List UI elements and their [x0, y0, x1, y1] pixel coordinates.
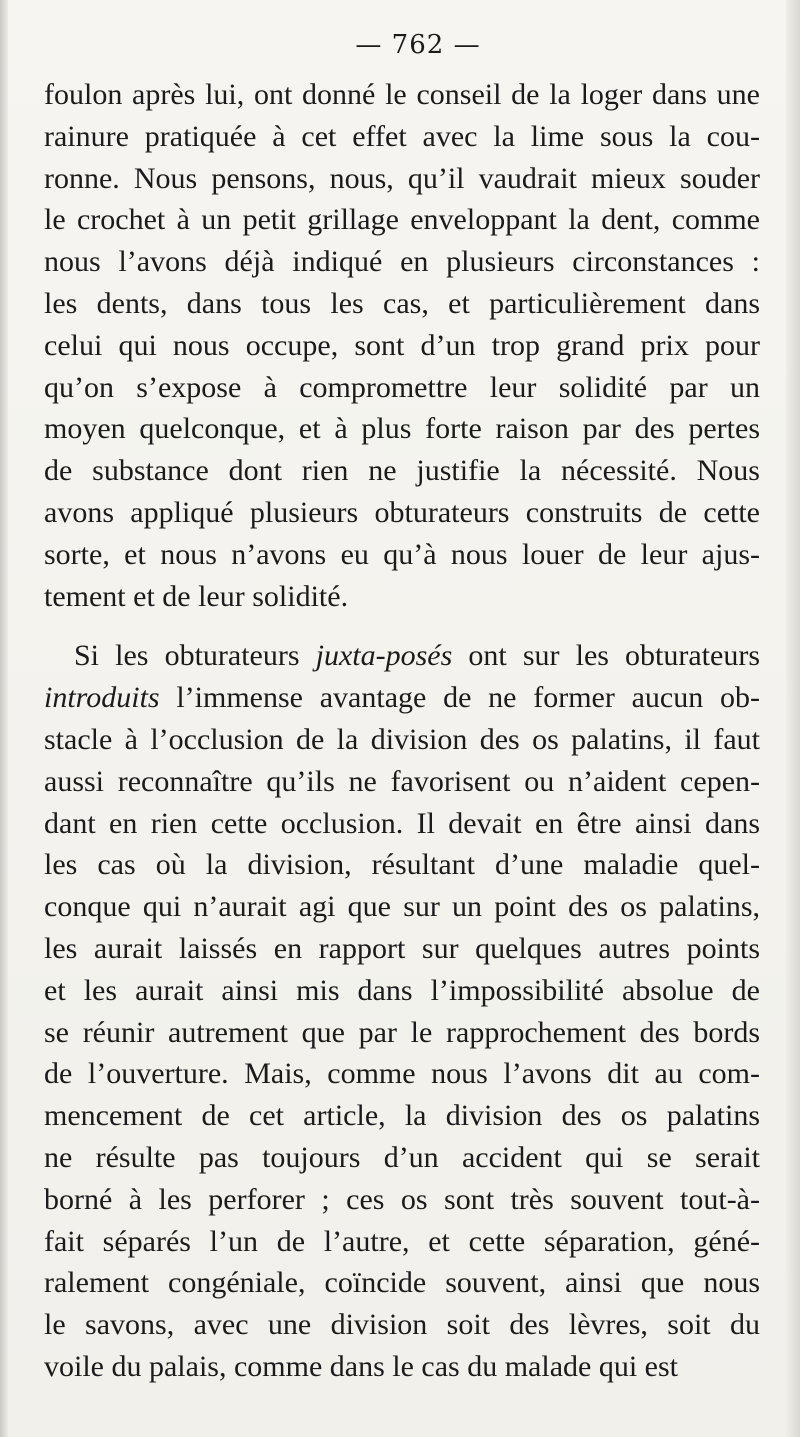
text-segment: de substance dont rien ne justifie la nécessité. Nous	[44, 454, 760, 488]
text-segment: ont sur les obturateurs	[452, 639, 760, 673]
text-line	[44, 1346, 760, 1388]
text-line	[44, 1304, 760, 1346]
page-left-edge	[0, 0, 8, 1437]
text-segment: avons appliqué plusieurs obturateurs construits de cette	[44, 495, 760, 529]
text-segment: nous l’avons déjà indiqué en plusieurs circonstances :	[44, 245, 760, 279]
text-line	[44, 844, 760, 886]
text-line	[44, 803, 760, 845]
text-line	[44, 1137, 760, 1179]
text-line	[44, 719, 760, 761]
page-number: — 762 —	[355, 30, 481, 60]
text-segment: voile du palais, comme dans le cas du malade qui est	[44, 1349, 678, 1383]
italic-term: juxta-posés	[315, 639, 453, 673]
text-segment: rainure pratiquée à cet effet avec la lime sous la cou-	[44, 119, 760, 153]
text-line	[44, 970, 760, 1012]
text-segment: stacle à l’occlusion de la division des os palatins, il faut	[44, 722, 760, 756]
text-segment: de l’ouverture. Mais, comme nous l’avons dit au com-	[44, 1057, 760, 1091]
text-segment: les cas où la division, résultant d’une maladie quel-	[44, 848, 760, 882]
text-line	[44, 1179, 760, 1221]
text-line	[44, 1221, 760, 1263]
text-segment: ronne. Nous pensons, nous, qu’il vaudrait mieux souder	[44, 161, 760, 195]
text-line	[44, 761, 760, 803]
text-segment: mencement de cet article, la division des os palatins	[44, 1099, 760, 1133]
text-segment: les aurait laissés en rapport sur quelques autres points	[44, 931, 760, 965]
text-line	[44, 534, 760, 576]
text-segment: moyen quelconque, et à plus forte raison par des pertes	[44, 412, 760, 446]
paragraph	[44, 635, 760, 1387]
text-line	[44, 199, 760, 241]
text-segment: fait séparés l’un de l’autre, et cette séparation, géné-	[44, 1224, 760, 1258]
text-segment: ralement congéniale, coïncide souvent, ainsi que nous	[44, 1266, 760, 1300]
text-line	[44, 1095, 760, 1137]
text-segment: qu’on s’expose à compromettre leur solidité par un	[44, 370, 760, 404]
text-segment: borné à les perforer ; ces os sont très souvent tout-à-	[44, 1182, 760, 1216]
text-segment: et les aurait ainsi mis dans l’impossibilité absolue de	[44, 973, 760, 1007]
text-segment: conque qui n’aurait agi que sur un point des os palatins,	[44, 890, 760, 924]
text-line	[44, 408, 760, 450]
text-line	[44, 450, 760, 492]
text-line	[44, 74, 760, 116]
text-segment: tement et de leur solidité.	[44, 579, 349, 613]
text-segment: celui qui nous occupe, sont d’un trop grand prix pour	[44, 328, 760, 362]
text-line	[44, 492, 760, 534]
text-line	[44, 116, 760, 158]
text-line	[44, 241, 760, 283]
text-line	[44, 677, 760, 719]
text-segment: le savons, avec une division soit des lèvres, soit du	[44, 1308, 760, 1342]
body-text	[44, 74, 760, 1388]
text-segment: l’immense avantage de ne former aucun ob-	[159, 681, 760, 715]
text-segment: dant en rien cette occlusion. Il devait en être ainsi dans	[44, 806, 760, 840]
text-segment: se réunir autrement que par le rapprochement des bords	[44, 1015, 760, 1049]
text-line	[44, 928, 760, 970]
text-line	[44, 158, 760, 200]
text-line	[44, 1262, 760, 1304]
text-line	[44, 1012, 760, 1054]
text-line	[44, 635, 760, 677]
text-segment: sorte, et nous n’avons eu qu’à nous louer de leur ajus-	[44, 537, 760, 571]
text-line	[44, 325, 760, 367]
text-segment: le crochet à un petit grillage enveloppant la dent, comme	[44, 203, 760, 237]
text-line	[44, 367, 760, 409]
text-line	[44, 283, 760, 325]
text-line	[44, 886, 760, 928]
italic-term: introduits	[44, 681, 160, 715]
page-right-edge	[786, 0, 800, 1437]
text-segment: foulon après lui, ont donné le conseil de la loger dans une	[44, 78, 760, 111]
paragraph	[44, 74, 760, 617]
text-line	[44, 1053, 760, 1095]
text-segment: les dents, dans tous les cas, et particulièrement dans	[44, 286, 760, 320]
text-segment: ne résulte pas toujours d’un accident qui se serait	[44, 1140, 760, 1174]
text-segment: Si les obturateurs	[74, 639, 316, 673]
text-segment: aussi reconnaître qu’ils ne favorisent ou n’aident cepen-	[44, 764, 760, 798]
text-line	[44, 576, 760, 618]
paragraph-gap	[44, 617, 760, 635]
